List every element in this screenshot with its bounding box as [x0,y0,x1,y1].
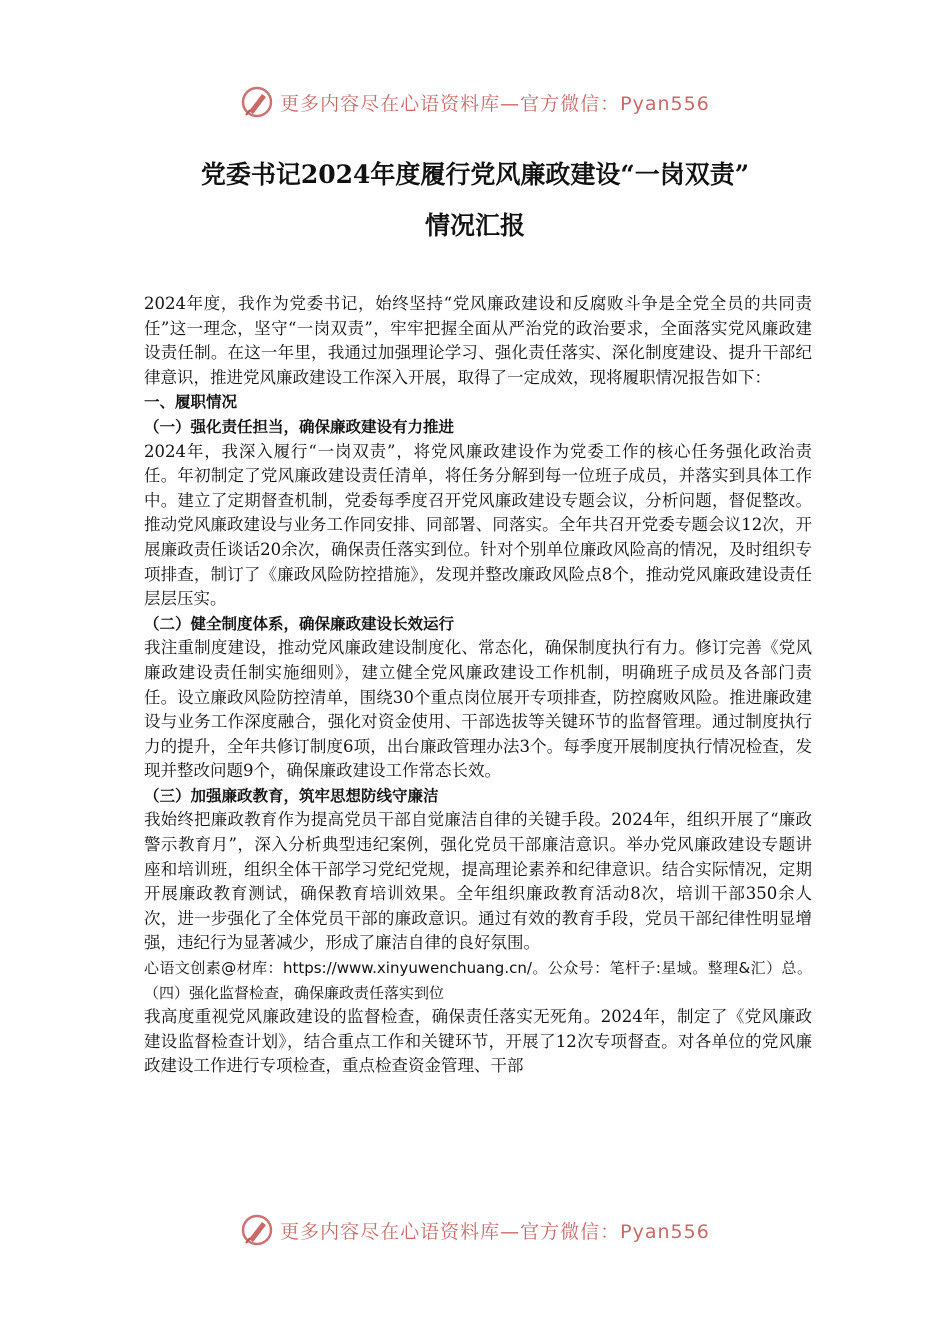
document-body [144,292,812,1079]
source-note: 心语文创素@材库：https://www.xinyuwenchuang.cn/。公众号：笔杆子:星域。整理&汇）总。（四）强化监督检查，确保廉政责任落实到位 [144,959,812,1002]
top-watermark-banner [0,82,950,122]
pen-logo-icon [240,1213,274,1247]
body-paragraph: 我高度重视党风廉政建设的监督检查，确保责任落实无死角。2024年，制定了《党风廉政建设监督检查计划》，结合重点工作和关键环节，开展了12次专项督查。对各单位的党风廉政建设工作进行专项检查，重点检查资金管理、干部 [144,1007,812,1076]
subsection-heading: （三）加强廉政教育，筑牢思想防线守廉洁 [144,786,439,805]
pen-logo-icon [240,85,274,119]
body-paragraph: 我注重制度建设，推动党风廉政建设制度化、常态化，确保制度执行有力。修订完善《党风廉政建设责任制实施细则》，建立健全党风廉政建设工作机制，明确班子成员及各部门责任。设立廉政风险防控清单，围绕30个重点岗位展开专项排查，防控腐败风险。推进廉政建设与业务工作深度融合，强化对资金使用、干部选拔等关键环节的监督管理。通过制度执行力的提升，全年共修订制度6项，出台廉政管理办法3个。每季度开展制度执行情况检查，发现并整改问题9个，确保廉政建设工作常态长效。 [144,638,812,781]
watermark-text: 更多内容尽在心语资料库—官方微信：Pyan556 [280,92,710,115]
body-paragraph: 2024年，我深入履行“一岗双责”，将党风廉政建设作为党委工作的核心任务强化政治责任。年初制定了党风廉政建设责任清单，将任务分解到每一位班子成员，并落实到具体工作中。建立了定期督查机制，党委每季度召开党风廉政建设专题会议，分析问题，督促整改。推动党风廉政建设与业务工作同安排、同部署、同落实。全年共召开党委专题会议12次，开展廉政责任谈话20余次，确保责任落实到位。针对个别单位廉政风险高的情况，及时组织专项排查，制订了《廉政风险防控措施》，发现并整改廉政风险点8个，推动党风廉政建设责任层层压实。 [144,441,812,609]
subsection-heading: （二）健全制度体系，确保廉政建设长效运行 [144,614,455,633]
body-paragraph: 我始终把廉政教育作为提高党员干部自觉廉洁自律的关键手段。2024年，组织开展了“廉政警示教育月”，深入分析典型违纪案例，强化党员干部廉洁意识。举办党风廉政建设专题讲座和培训班，组织全体干部学习党纪党规，提高理论素养和纪律意识。结合实际情况，定期开展廉政教育测试，确保教育培训效果。全年组织廉政教育活动8次，培训干部350余人次，进一步强化了全体党员干部的廉政意识。通过有效的教育手段，党员干部纪律性明显增强，违纪行为显著减少，形成了廉洁自律的良好氛围。 [144,810,812,953]
document-title-line2: 情况汇报 [424,211,525,240]
document-title-line1: 党委书记2024年度履行党风廉政建设“一岗双责” [200,160,750,189]
watermark-text: 更多内容尽在心语资料库—官方微信：Pyan556 [280,1220,710,1243]
subsection-heading: （一）强化责任担当，确保廉政建设有力推进 [144,417,455,436]
bottom-watermark-banner [0,1210,950,1250]
intro-paragraph: 2024年度，我作为党委书记，始终坚持“党风廉政建设和反腐败斗争是全党全员的共同责任”这一理念，坚守“一岗双责”，牢牢把握全面从严治党的政治要求，全面落实党风廉政建设责任制。在这一年里，我通过加强理论学习、强化责任落实、深化制度建设、提升干部纪律意识，推进党风廉政建设工作深入开展，取得了一定成效，现将履职情况报告如下： [144,294,812,387]
section-heading: 一、履职情况 [144,393,238,412]
